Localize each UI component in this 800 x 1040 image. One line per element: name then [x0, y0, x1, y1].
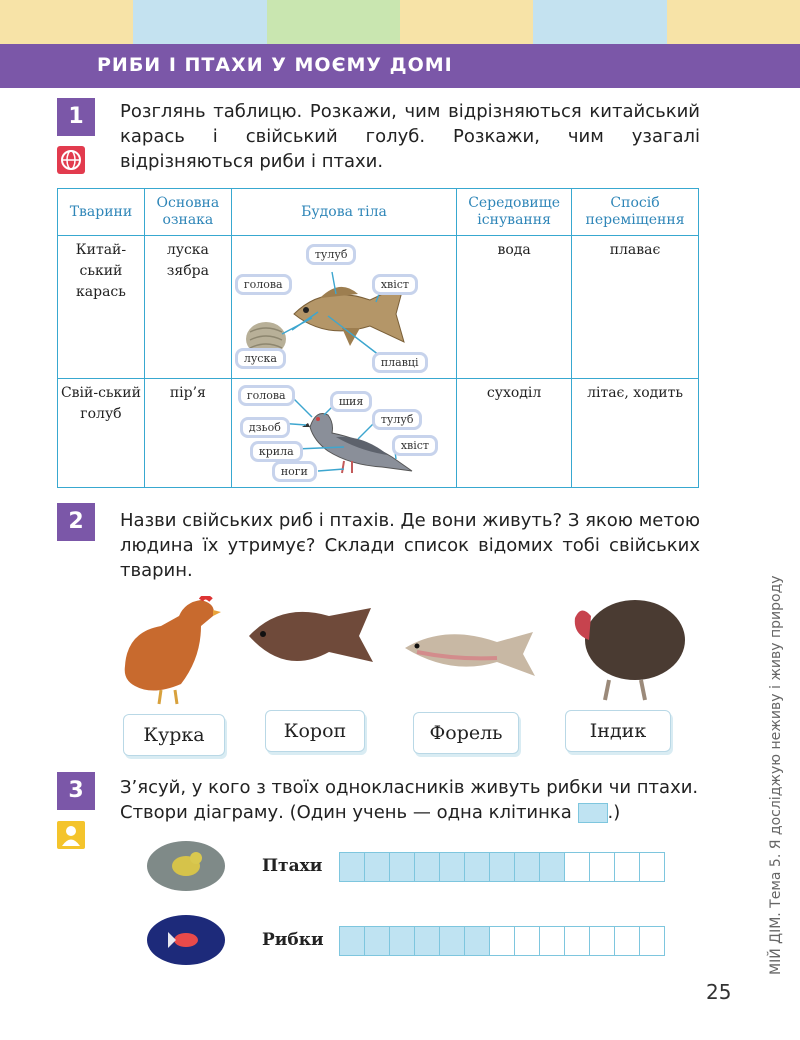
table-header: Спосіб переміщення	[572, 189, 699, 236]
top-color-stripes	[0, 0, 800, 44]
chart-cell-filled	[364, 926, 390, 956]
body-label: дзьоб	[240, 417, 290, 438]
table-header: Тварини	[58, 189, 145, 236]
task3-text	[120, 775, 700, 825]
body-label: крила	[250, 441, 303, 462]
stripe	[400, 0, 533, 44]
body-label: ноги	[272, 461, 317, 482]
body-label: голова	[238, 385, 295, 406]
chart-bar-birds	[340, 852, 665, 882]
chart-cell-filled	[389, 926, 415, 956]
chart-cell-empty	[564, 926, 590, 956]
chart-bar-fish	[340, 926, 665, 956]
body-label: плавці	[372, 352, 428, 373]
movement: літає, ходить	[572, 379, 699, 488]
chart-cell-empty	[539, 926, 565, 956]
page-title: РИБИ І ПТАХИ У МОЄМУ ДОМІ	[97, 54, 453, 76]
fish-photo	[146, 914, 226, 966]
chart-cell-empty	[564, 852, 590, 882]
stripe	[533, 0, 666, 44]
chart-cell-filled	[539, 852, 565, 882]
body-label: хвіст	[372, 274, 418, 295]
table-row	[58, 236, 699, 379]
chart-cell-filled	[489, 852, 515, 882]
chart-cell-filled	[414, 926, 440, 956]
task-number-badge: 3	[57, 772, 95, 810]
stripe	[267, 0, 400, 44]
table-header: Будова тіла	[231, 189, 456, 236]
body-structure-cell	[231, 236, 456, 379]
chart-cell-filled	[414, 852, 440, 882]
body-structure-cell	[231, 379, 456, 488]
body-label: луска	[235, 348, 286, 369]
animal-pictures	[105, 596, 715, 706]
chart-cell-filled	[464, 852, 490, 882]
person-icon	[57, 821, 85, 849]
chart-cell-empty	[639, 926, 665, 956]
chart-cell-empty	[489, 926, 515, 956]
chart-cell-filled	[439, 852, 465, 882]
table-header: Основна ознака	[144, 189, 231, 236]
movement: плаває	[572, 236, 699, 379]
chart-cell-empty	[639, 852, 665, 882]
chart-cell-empty	[514, 926, 540, 956]
chart-cell-filled	[464, 926, 490, 956]
task-number-badge: 1	[57, 98, 95, 136]
stripe	[133, 0, 266, 44]
table-header: Середовище існування	[457, 189, 572, 236]
globe-icon	[57, 146, 85, 174]
task2-text: Назви свійських риб і птахів. Де вони живуть? З якою метою людина їх утримує? Склади список відомих тобі свійських тварин.	[120, 510, 700, 581]
task1-text: Розглянь таблицю. Розкажи, чим відрізняються китайський карась і свійський голуб. Розкажи, чим узагалі відрізняються риби і птахи.	[120, 101, 700, 172]
chart-cell-filled	[439, 926, 465, 956]
animal-name-box: Короп	[265, 710, 365, 752]
habitat: суходіл	[457, 379, 572, 488]
carp-picture	[249, 608, 373, 662]
page-number: 25	[706, 980, 732, 1004]
chart-cell-empty	[614, 926, 640, 956]
body-label: тулуб	[372, 409, 423, 430]
task-number-badge: 2	[57, 503, 95, 541]
habitat: вода	[457, 236, 572, 379]
chart-cell-empty	[589, 926, 615, 956]
chart-cell-empty	[614, 852, 640, 882]
body-label: шия	[330, 391, 373, 412]
trout-picture	[405, 632, 535, 676]
bird-photo	[146, 840, 226, 892]
chart-category-label: Рибки	[262, 930, 324, 950]
chart-cell-filled	[389, 852, 415, 882]
comparison-table	[57, 188, 699, 488]
animal-name: Свій-ський голуб	[58, 379, 145, 488]
main-feature: луска зябра	[144, 236, 231, 379]
table-row	[58, 379, 699, 488]
animal-name-box: Форель	[413, 712, 519, 754]
chart-cell-filled	[364, 852, 390, 882]
stripe	[667, 0, 800, 44]
animal-name-box: Курка	[123, 714, 225, 756]
chart-category-label: Птахи	[262, 856, 323, 876]
chart-cell-filled	[339, 852, 365, 882]
stripe	[0, 0, 133, 44]
animals-row	[105, 596, 715, 756]
task3-text-after: .)	[607, 802, 621, 823]
cell-sample	[578, 803, 608, 823]
hen-picture	[125, 597, 221, 704]
turkey-picture	[575, 600, 685, 700]
chart-cell-filled	[339, 926, 365, 956]
chart-cell-empty	[589, 852, 615, 882]
body-label: хвіст	[392, 435, 438, 456]
animal-name-box: Індик	[565, 710, 671, 752]
chart-cell-filled	[514, 852, 540, 882]
main-feature: пір’я	[144, 379, 231, 488]
side-running-title: МІЙ ДІМ. Тема 5. Я досліджую неживу і живу природу	[768, 575, 784, 975]
animal-name: Китай-ський карась	[58, 236, 145, 379]
title-banner	[0, 44, 800, 88]
body-label: тулуб	[306, 244, 357, 265]
task3-text-before: З’ясуй, у кого з твоїх однокласників живуть рибки чи птахи. Створи діаграму. (Один учень — одна клітинка	[120, 777, 699, 823]
body-label: голова	[235, 274, 292, 295]
